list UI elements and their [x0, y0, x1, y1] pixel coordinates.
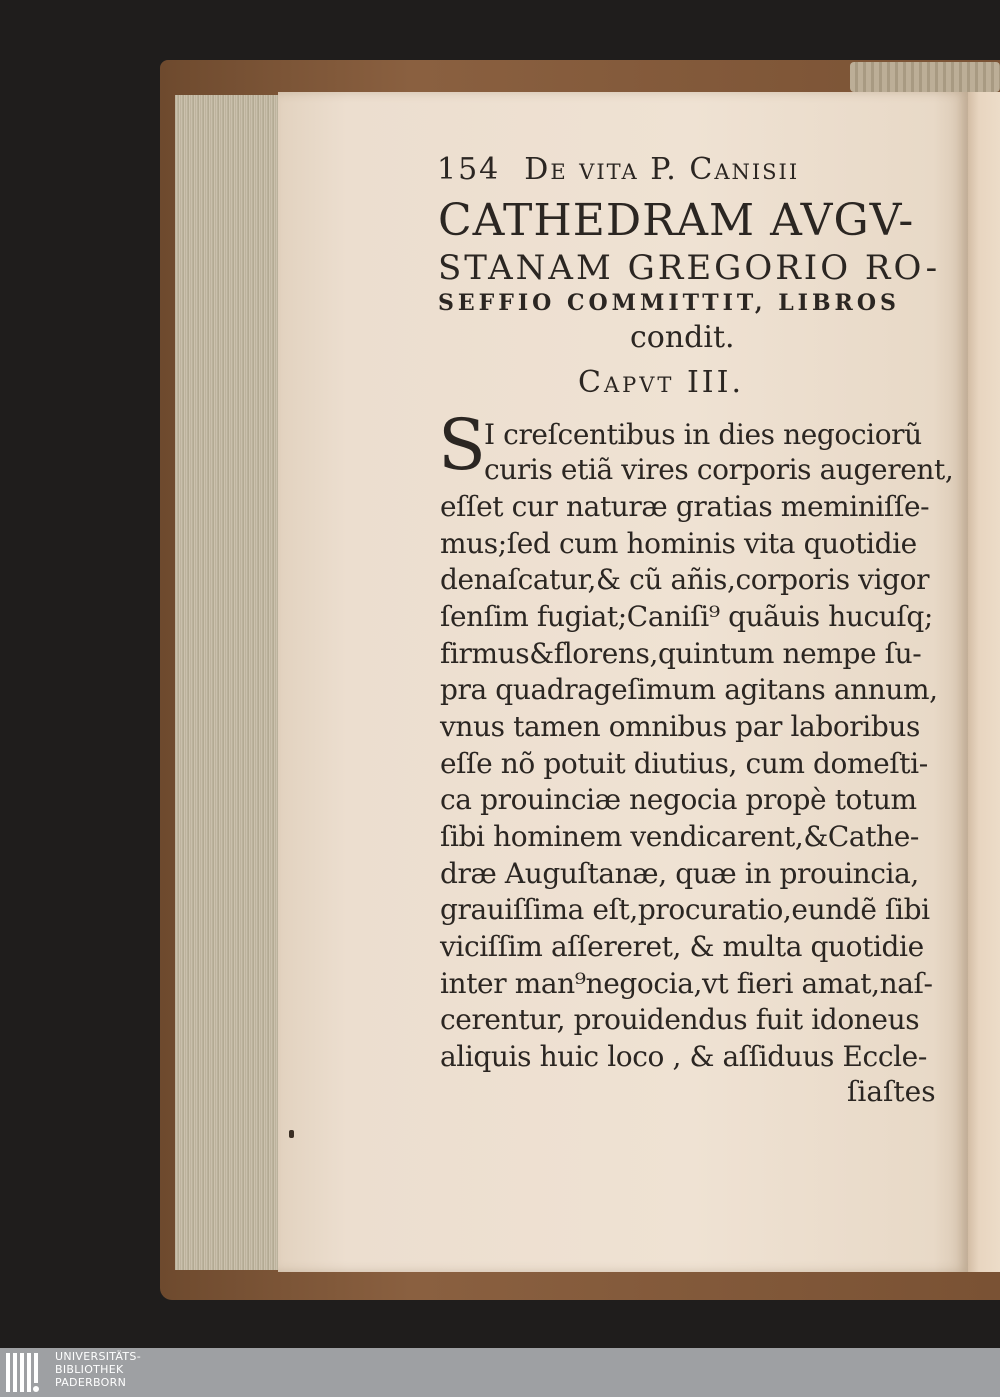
running-head-title: De vita P. Canisii	[524, 152, 800, 187]
body-line: firmus&florens,quintum nempe ſu-	[440, 637, 922, 670]
body-line: aliquis huic loco , & aſſiduus Eccle-	[440, 1040, 927, 1073]
body-line: pra quadrageſimum agitans annum,	[440, 673, 938, 706]
body-line: ca prouinciæ negocia propè totum	[440, 783, 917, 816]
library-logo-icon	[4, 1351, 48, 1394]
ink-speck	[289, 1130, 294, 1138]
body-line: cerentur, prouidendus fuit idoneus	[440, 1003, 920, 1036]
body-line: eſſet cur naturæ gratias meminiſſe-	[440, 490, 930, 523]
chapter-title-line-4: condit.	[630, 320, 735, 355]
footer-bar	[0, 1348, 1000, 1397]
catchword: ſiaſtes	[847, 1075, 936, 1108]
body-line: denaſcatur,& cũ añis,corporis vigor	[440, 563, 930, 596]
drop-cap-initial: S	[438, 404, 486, 486]
chapter-title-line-1: CATHEDRAM AVGV-	[438, 195, 915, 246]
chapter-title-line-2: STANAM GREGORIO RO-	[438, 248, 941, 288]
book-headband	[850, 62, 1000, 92]
body-line: ſibi hominem vendicarent,&Cathe-	[440, 820, 919, 853]
facing-page-edge	[965, 92, 1000, 1272]
body-line: ſenſim fugiat;Caniſi⁹ quãuis hucuſq;	[440, 600, 933, 633]
body-line: dræ Auguſtanæ, quæ in prouincia,	[440, 857, 919, 890]
page-number: 154	[437, 152, 501, 187]
body-line: vnus tamen omnibus par laboribus	[440, 710, 920, 743]
body-line: curis etiã vires corporis augerent,	[484, 453, 954, 486]
logo-line: PADERBORN	[55, 1376, 127, 1389]
body-line: grauiſſima eſt,procuratio,eundẽ ſibi	[440, 893, 930, 926]
chapter-title-line-3: SEFFIO COMMITTIT, LIBROS	[438, 290, 900, 316]
body-line: inter man⁹negocia,vt fieri amat,naſ-	[440, 967, 933, 1000]
body-line: mus;ſed cum hominis vita quotidie	[440, 527, 917, 560]
library-logo-text	[55, 1350, 141, 1389]
chapter-heading: Capvt III.	[578, 365, 745, 400]
logo-line: UNIVERSITÄTS-	[55, 1350, 141, 1363]
body-line: eſſe nõ potuit diutius, cum domeſti-	[440, 747, 928, 780]
running-head	[437, 152, 799, 187]
logo-line: BIBLIOTHEK	[55, 1363, 124, 1376]
body-line: I creſcentibus in dies negociorũ	[484, 418, 922, 451]
body-line: viciſſim aſſereret, & multa quotidie	[440, 930, 924, 963]
page-fore-edge	[175, 95, 282, 1270]
